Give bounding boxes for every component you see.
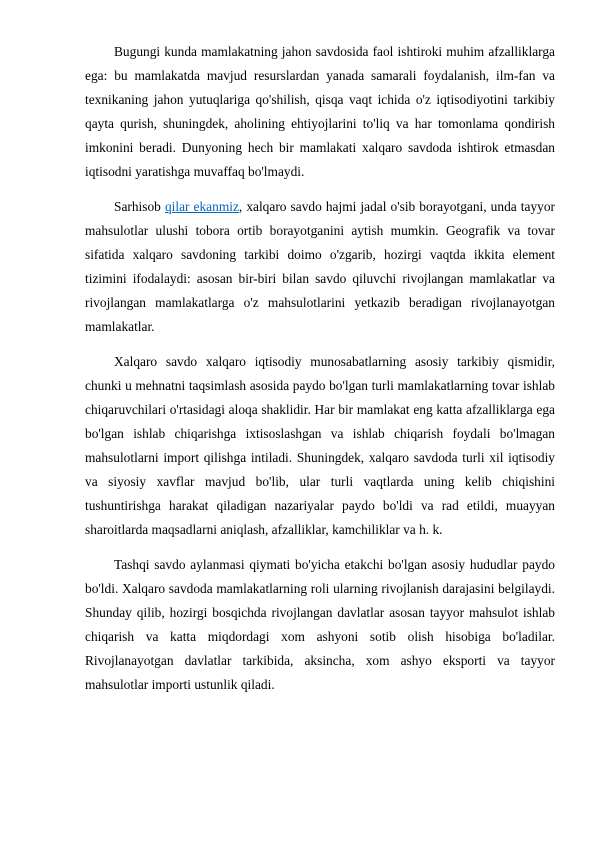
paragraph-3: Xalqaro savdo xalqaro iqtisodiy munosabatlarning asosiy tarkibiy qismidir, chunki u mehnatni taqsimlash asosida paydo bo'lgan turli mamlakatlarning tovar ishlab chiqaruvchilari o'rtasidagi aloqa shaklidir. Har bir mamlakat eng katta afzalliklarga ega bo'lgan ishlab chiqarishga ixtisoslashgan va ishlab chiqarish foydali bo'lmagan mahsulotlarni import qilishga intiladi. Shuningdek, xalqaro savdoda turli xil iqtisodiy va siyosiy xavflar mavjud bo'lib, ular turli vaqtlarda uning kelib chiqishini tushuntirishga harakat qiladigan nazariyalar paydo bo'ldi va rad etildi, muayyan sharoitlarda maqsadlarni aniqlash, afzalliklar, kamchiliklar va h. k. xyxy=(85,354,555,537)
paragraph-4: Tashqi savdo aylanmasi qiymati bo'yicha etakchi bo'lgan asosiy hududlar paydo bo'ldi. Xalqaro savdoda mamlakatlarning roli ularning rivojlanish darajasini belgilaydi. Shunday qilib, hozirgi bosqichda rivojlangan davlatlar asosan tayyor mahsulot ishlab chiqarish va katta miqdordagi xom ashyoni sotib olish hisobiga bo'ladilar. Rivojlanayotgan davlatlar tarkibida, aksincha, xom ashyo eksporti va tayyor mahsulotlar importi ustunlik qiladi. xyxy=(85,557,555,692)
hyperlink-qilar-ekanmiz[interactable]: qilar ekanmiz xyxy=(164,199,239,214)
paragraph-2 xyxy=(85,195,555,339)
paragraph-1: Bugungi kunda mamlakatning jahon savdosida faol ishtiroki muhim afzalliklarga ega: bu mamlakatda mavjud resurslardan yanada samarali foydalanish, ilm-fan va texnikaning jahon yutuqlariga qo'shilish, qisqa vaqt ichida o'z iqtisodiyotini tarkibiy qayta qurish, shuningdek, aholining ehtiyojlarini to'liq va har tomonlama qondirish imkonini beradi. Dunyoning hech bir mamlakati xalqaro savdoda ishtirok etmasdan iqtisodni yaratishga muvaffaq bo'lmaydi. xyxy=(85,44,555,179)
paragraph-2-lead: Sarhisob xyxy=(114,199,165,214)
document-page xyxy=(85,40,555,708)
paragraph-2-rest: , xalqaro savdo hajmi jadal o'sib borayotgani, unda tayyor mahsulotlar ulushi tobora ortib borayotganini aytish mumkin. Geografik va tovar sifatida xalqaro savdoning tarkibi doimo o'zgarib, hozirgi vaqtda ikkita element tizimini ifodalaydi: asosan bir-biri bilan savdo qiluvchi rivojlangan mamlakatlar va rivojlangan mamlakatlarga o'z mahsulotlarini yetkazib beradigan rivojlanayotgan mamlakatlar. xyxy=(85,199,555,334)
